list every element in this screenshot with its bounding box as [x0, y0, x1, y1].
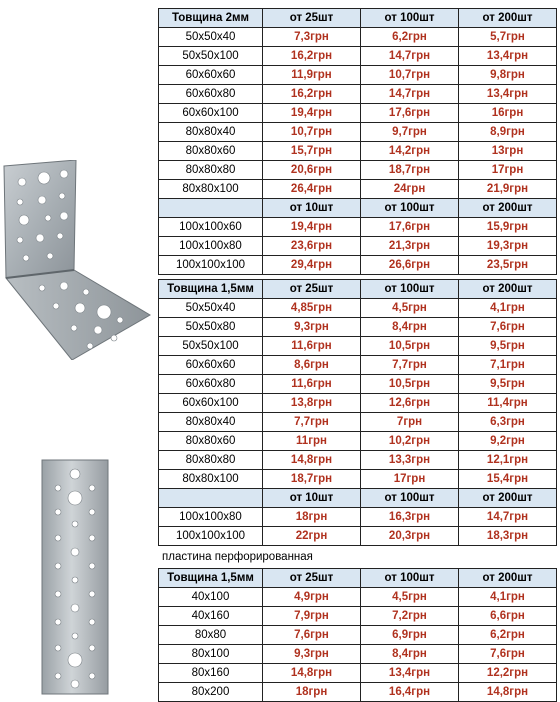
price-cell: 16,3грн [361, 508, 459, 527]
plate-section-title: пластина перфорированная [162, 551, 313, 563]
header-quantity-cell: от 200шт [459, 9, 557, 28]
table-row [159, 28, 557, 47]
table-row [159, 432, 557, 451]
size-cell: 50x50x100 [159, 47, 263, 66]
table-row [159, 85, 557, 104]
size-cell: 60x60x60 [159, 66, 263, 85]
table-subheader-row [159, 489, 557, 508]
price-cell: 10,5грн [361, 337, 459, 356]
size-cell: 60x60x100 [159, 394, 263, 413]
table-row [159, 299, 557, 318]
price-cell: 11,9грн [263, 66, 361, 85]
price-cell: 7,1грн [459, 356, 557, 375]
table-row [159, 104, 557, 123]
table-row [159, 66, 557, 85]
price-cell: 6,6грн [459, 607, 557, 626]
header-quantity-cell: от 100шт [361, 489, 459, 508]
size-cell: 80x160 [159, 664, 263, 683]
table-row [159, 47, 557, 66]
price-cell: 14,8грн [263, 451, 361, 470]
table-row [159, 508, 557, 527]
price-cell: 6,9грн [361, 626, 459, 645]
price-cell: 11,6грн [263, 337, 361, 356]
price-cell: 7,7грн [263, 413, 361, 432]
size-cell: 80x80x60 [159, 142, 263, 161]
header-quantity-cell: от 25шт [263, 569, 361, 588]
price-cell: 6,3грн [459, 413, 557, 432]
price-cell: 10,7грн [263, 123, 361, 142]
price-cell: 23,6грн [263, 237, 361, 256]
header-quantity-cell: от 100шт [361, 9, 459, 28]
size-cell: 100x100x60 [159, 218, 263, 237]
price-cell: 8,4грн [361, 645, 459, 664]
size-cell: 80x80x100 [159, 470, 263, 489]
price-cell: 7,6грн [263, 626, 361, 645]
price-table-2mm [158, 8, 557, 275]
table-row [159, 588, 557, 607]
price-cell: 4,5грн [361, 299, 459, 318]
price-cell: 12,2грн [459, 664, 557, 683]
price-cell: 7,6грн [459, 645, 557, 664]
price-cell: 21,3грн [361, 237, 459, 256]
header-quantity-cell: от 100шт [361, 199, 459, 218]
price-cell: 18грн [263, 683, 361, 702]
price-cell: 7,9грн [263, 607, 361, 626]
price-cell: 9,7грн [361, 123, 459, 142]
table-row [159, 527, 557, 546]
price-cell: 20,6грн [263, 161, 361, 180]
price-cell: 23,5грн [459, 256, 557, 275]
table-row [159, 375, 557, 394]
table-row [159, 256, 557, 275]
price-cell: 19,4грн [263, 104, 361, 123]
table-row [159, 607, 557, 626]
price-cell: 13,4грн [459, 85, 557, 104]
price-cell: 5,7грн [459, 28, 557, 47]
header-quantity-cell: от 10шт [263, 199, 361, 218]
header-thickness-cell [159, 489, 263, 508]
table-row [159, 161, 557, 180]
price-cell: 10,5грн [361, 375, 459, 394]
table-header-row [159, 569, 557, 588]
header-quantity-cell: от 10шт [263, 489, 361, 508]
table-row [159, 237, 557, 256]
table-row [159, 123, 557, 142]
size-cell: 80x80x100 [159, 180, 263, 199]
header-thickness-cell: Товщина 1,5мм [159, 280, 263, 299]
size-cell: 60x60x60 [159, 356, 263, 375]
price-cell: 6,2грн [361, 28, 459, 47]
price-cell: 17,6грн [361, 104, 459, 123]
price-table-1-5mm [158, 279, 557, 546]
price-cell: 13грн [459, 142, 557, 161]
table-header-row [159, 280, 557, 299]
price-cell: 14,7грн [459, 508, 557, 527]
table-row [159, 470, 557, 489]
price-cell: 11,6грн [263, 375, 361, 394]
price-cell: 9,5грн [459, 337, 557, 356]
price-cell: 7грн [361, 413, 459, 432]
header-quantity-cell: от 25шт [263, 280, 361, 299]
header-quantity-cell: от 200шт [459, 280, 557, 299]
size-cell: 100x100x100 [159, 256, 263, 275]
table-row [159, 394, 557, 413]
table-row [159, 180, 557, 199]
price-cell: 20,3грн [361, 527, 459, 546]
price-cell: 4,85грн [263, 299, 361, 318]
header-quantity-cell: от 200шт [459, 199, 557, 218]
price-cell: 4,9грн [263, 588, 361, 607]
price-cell: 15,7грн [263, 142, 361, 161]
price-cell: 16грн [459, 104, 557, 123]
price-cell: 11грн [263, 432, 361, 451]
price-cell: 10,2грн [361, 432, 459, 451]
table-row [159, 451, 557, 470]
table-subheader-row [159, 199, 557, 218]
price-cell: 14,8грн [263, 664, 361, 683]
price-cell: 14,2грн [361, 142, 459, 161]
price-cell: 12,1грн [459, 451, 557, 470]
price-cell: 17,6грн [361, 218, 459, 237]
price-cell: 9,2грн [459, 432, 557, 451]
price-cell: 4,1грн [459, 588, 557, 607]
price-cell: 12,6грн [361, 394, 459, 413]
price-cell: 8,6грн [263, 356, 361, 375]
table-row [159, 142, 557, 161]
size-cell: 80x80x60 [159, 432, 263, 451]
price-cell: 26,6грн [361, 256, 459, 275]
size-cell: 80x200 [159, 683, 263, 702]
table-row [159, 645, 557, 664]
table-header-row [159, 9, 557, 28]
price-cell: 13,3грн [361, 451, 459, 470]
size-cell: 50x50x40 [159, 28, 263, 47]
size-cell: 100x100x80 [159, 508, 263, 527]
price-cell: 18,7грн [263, 470, 361, 489]
price-cell: 10,7грн [361, 66, 459, 85]
price-cell: 7,3грн [263, 28, 361, 47]
header-thickness-cell: Товщина 1,5мм [159, 569, 263, 588]
price-cell: 13,8грн [263, 394, 361, 413]
header-thickness-cell [159, 199, 263, 218]
price-cell: 7,2грн [361, 607, 459, 626]
price-cell: 14,7грн [361, 47, 459, 66]
price-cell: 16,4грн [361, 683, 459, 702]
price-cell: 7,6грн [459, 318, 557, 337]
size-cell: 80x80x80 [159, 451, 263, 470]
header-quantity-cell: от 25шт [263, 9, 361, 28]
table-row [159, 337, 557, 356]
price-cell: 6,2грн [459, 626, 557, 645]
table-row [159, 413, 557, 432]
price-cell: 29,4грн [263, 256, 361, 275]
table-row [159, 218, 557, 237]
price-cell: 15,4грн [459, 470, 557, 489]
size-cell: 60x60x80 [159, 375, 263, 394]
price-cell: 19,4грн [263, 218, 361, 237]
table-row [159, 664, 557, 683]
price-cell: 17грн [361, 470, 459, 489]
size-cell: 50x50x40 [159, 299, 263, 318]
header-thickness-cell: Товщина 2мм [159, 9, 263, 28]
price-cell: 18,3грн [459, 527, 557, 546]
size-cell: 60x60x80 [159, 85, 263, 104]
size-cell: 80x80x40 [159, 123, 263, 142]
table-row [159, 626, 557, 645]
size-cell: 60x60x100 [159, 104, 263, 123]
size-cell: 80x80x80 [159, 161, 263, 180]
price-cell: 16,2грн [263, 85, 361, 104]
price-cell: 4,5грн [361, 588, 459, 607]
price-cell: 9,5грн [459, 375, 557, 394]
price-cell: 11,4грн [459, 394, 557, 413]
table-row [159, 683, 557, 702]
size-cell: 80x80 [159, 626, 263, 645]
price-cell: 18грн [263, 508, 361, 527]
price-cell: 24грн [361, 180, 459, 199]
price-cell: 7,7грн [361, 356, 459, 375]
price-cell: 21,9грн [459, 180, 557, 199]
price-cell: 19,3грн [459, 237, 557, 256]
price-cell: 13,4грн [361, 664, 459, 683]
size-cell: 100x100x80 [159, 237, 263, 256]
table-row [159, 356, 557, 375]
header-quantity-cell: от 200шт [459, 489, 557, 508]
price-cell: 9,8грн [459, 66, 557, 85]
price-cell: 15,9грн [459, 218, 557, 237]
price-cell: 22грн [263, 527, 361, 546]
price-cell: 4,1грн [459, 299, 557, 318]
price-cell: 14,8грн [459, 683, 557, 702]
price-cell: 17грн [459, 161, 557, 180]
table-row [159, 318, 557, 337]
header-quantity-cell: от 100шт [361, 280, 459, 299]
size-cell: 40x160 [159, 607, 263, 626]
header-quantity-cell: от 200шт [459, 569, 557, 588]
size-cell: 40x100 [159, 588, 263, 607]
price-cell: 9,3грн [263, 318, 361, 337]
price-cell: 16,2грн [263, 47, 361, 66]
size-cell: 50x50x100 [159, 337, 263, 356]
price-cell: 14,7грн [361, 85, 459, 104]
price-table-plate [158, 568, 557, 702]
price-cell: 9,3грн [263, 645, 361, 664]
corner-bracket-image [2, 160, 152, 360]
perforated-plate-image [38, 458, 112, 696]
size-cell: 50x50x80 [159, 318, 263, 337]
price-cell: 8,4грн [361, 318, 459, 337]
size-cell: 100x100x100 [159, 527, 263, 546]
header-quantity-cell: от 100шт [361, 569, 459, 588]
price-cell: 18,7грн [361, 161, 459, 180]
size-cell: 80x100 [159, 645, 263, 664]
size-cell: 80x80x40 [159, 413, 263, 432]
price-cell: 8,9грн [459, 123, 557, 142]
price-cell: 26,4грн [263, 180, 361, 199]
price-cell: 13,4грн [459, 47, 557, 66]
